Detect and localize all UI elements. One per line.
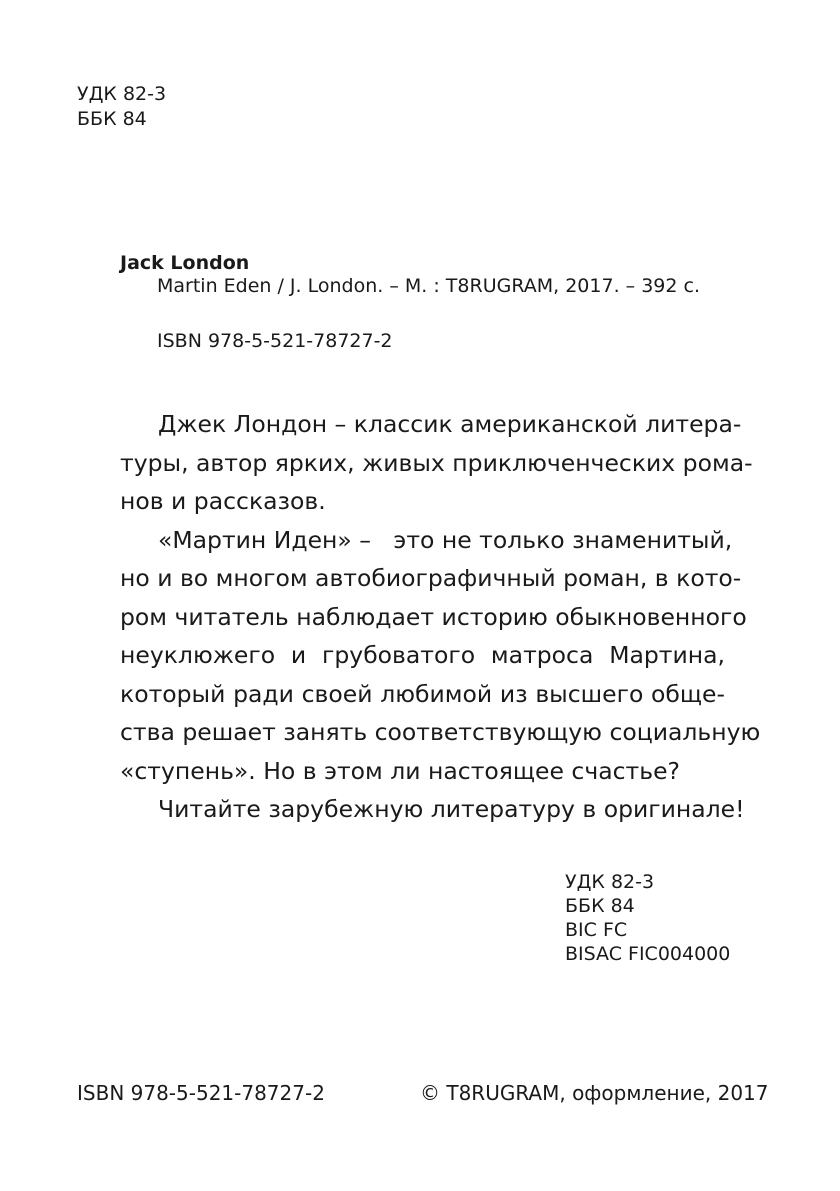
footer-copyright: © T8RUGRAM, оформление, 2017 (420, 1081, 769, 1105)
annotation-line: Джек Лондон – классик американской литера- (158, 410, 742, 438)
author-name: Jack London (120, 252, 250, 274)
annotation-line: нов и рассказов. (120, 487, 326, 515)
annotation-line: который ради своей любимой из высшего обще- (120, 679, 725, 708)
annotation-line: ства решает занять соответствующую социальную (120, 718, 761, 746)
annotation-line: «Мартин Иден» – это не только знаменитый, (158, 525, 733, 554)
header-udk: УДК 82-3 (77, 83, 167, 105)
annotation-line: но и во многом автобиографичный роман, в кото- (120, 564, 742, 592)
footer-isbn: ISBN 978-5-521-78727-2 (77, 1081, 325, 1105)
bibliographic-isbn: ISBN 978-5-521-78727-2 (157, 330, 393, 352)
annotation-line: туры, автор ярких, живых приключенческих рома- (120, 448, 753, 477)
classification-bbk: ББК 84 (565, 895, 635, 917)
classification-block (565, 870, 730, 966)
classification-bisac: BISAC FIC004000 (565, 943, 731, 965)
annotation-text (120, 405, 761, 829)
annotation-line: ром читатель наблюдает историю обыкновенного (120, 602, 747, 631)
annotation-line: «ступень». Но в этом ли настоящее счастье? (120, 756, 681, 785)
classification-udk: УДК 82-3 (565, 871, 655, 893)
annotation-line: неуклюжего и грубоватого матроса Мартина, (120, 641, 725, 669)
annotation-line: Читайте зарубежную литературу в оригинале! (158, 795, 745, 823)
header-bbk: ББК 84 (77, 108, 147, 130)
bibliographic-entry: Martin Eden / J. London. – M. : T8RUGRAM, 2017. – 392 c. (157, 275, 700, 297)
classification-bic: BIC FC (565, 919, 628, 941)
